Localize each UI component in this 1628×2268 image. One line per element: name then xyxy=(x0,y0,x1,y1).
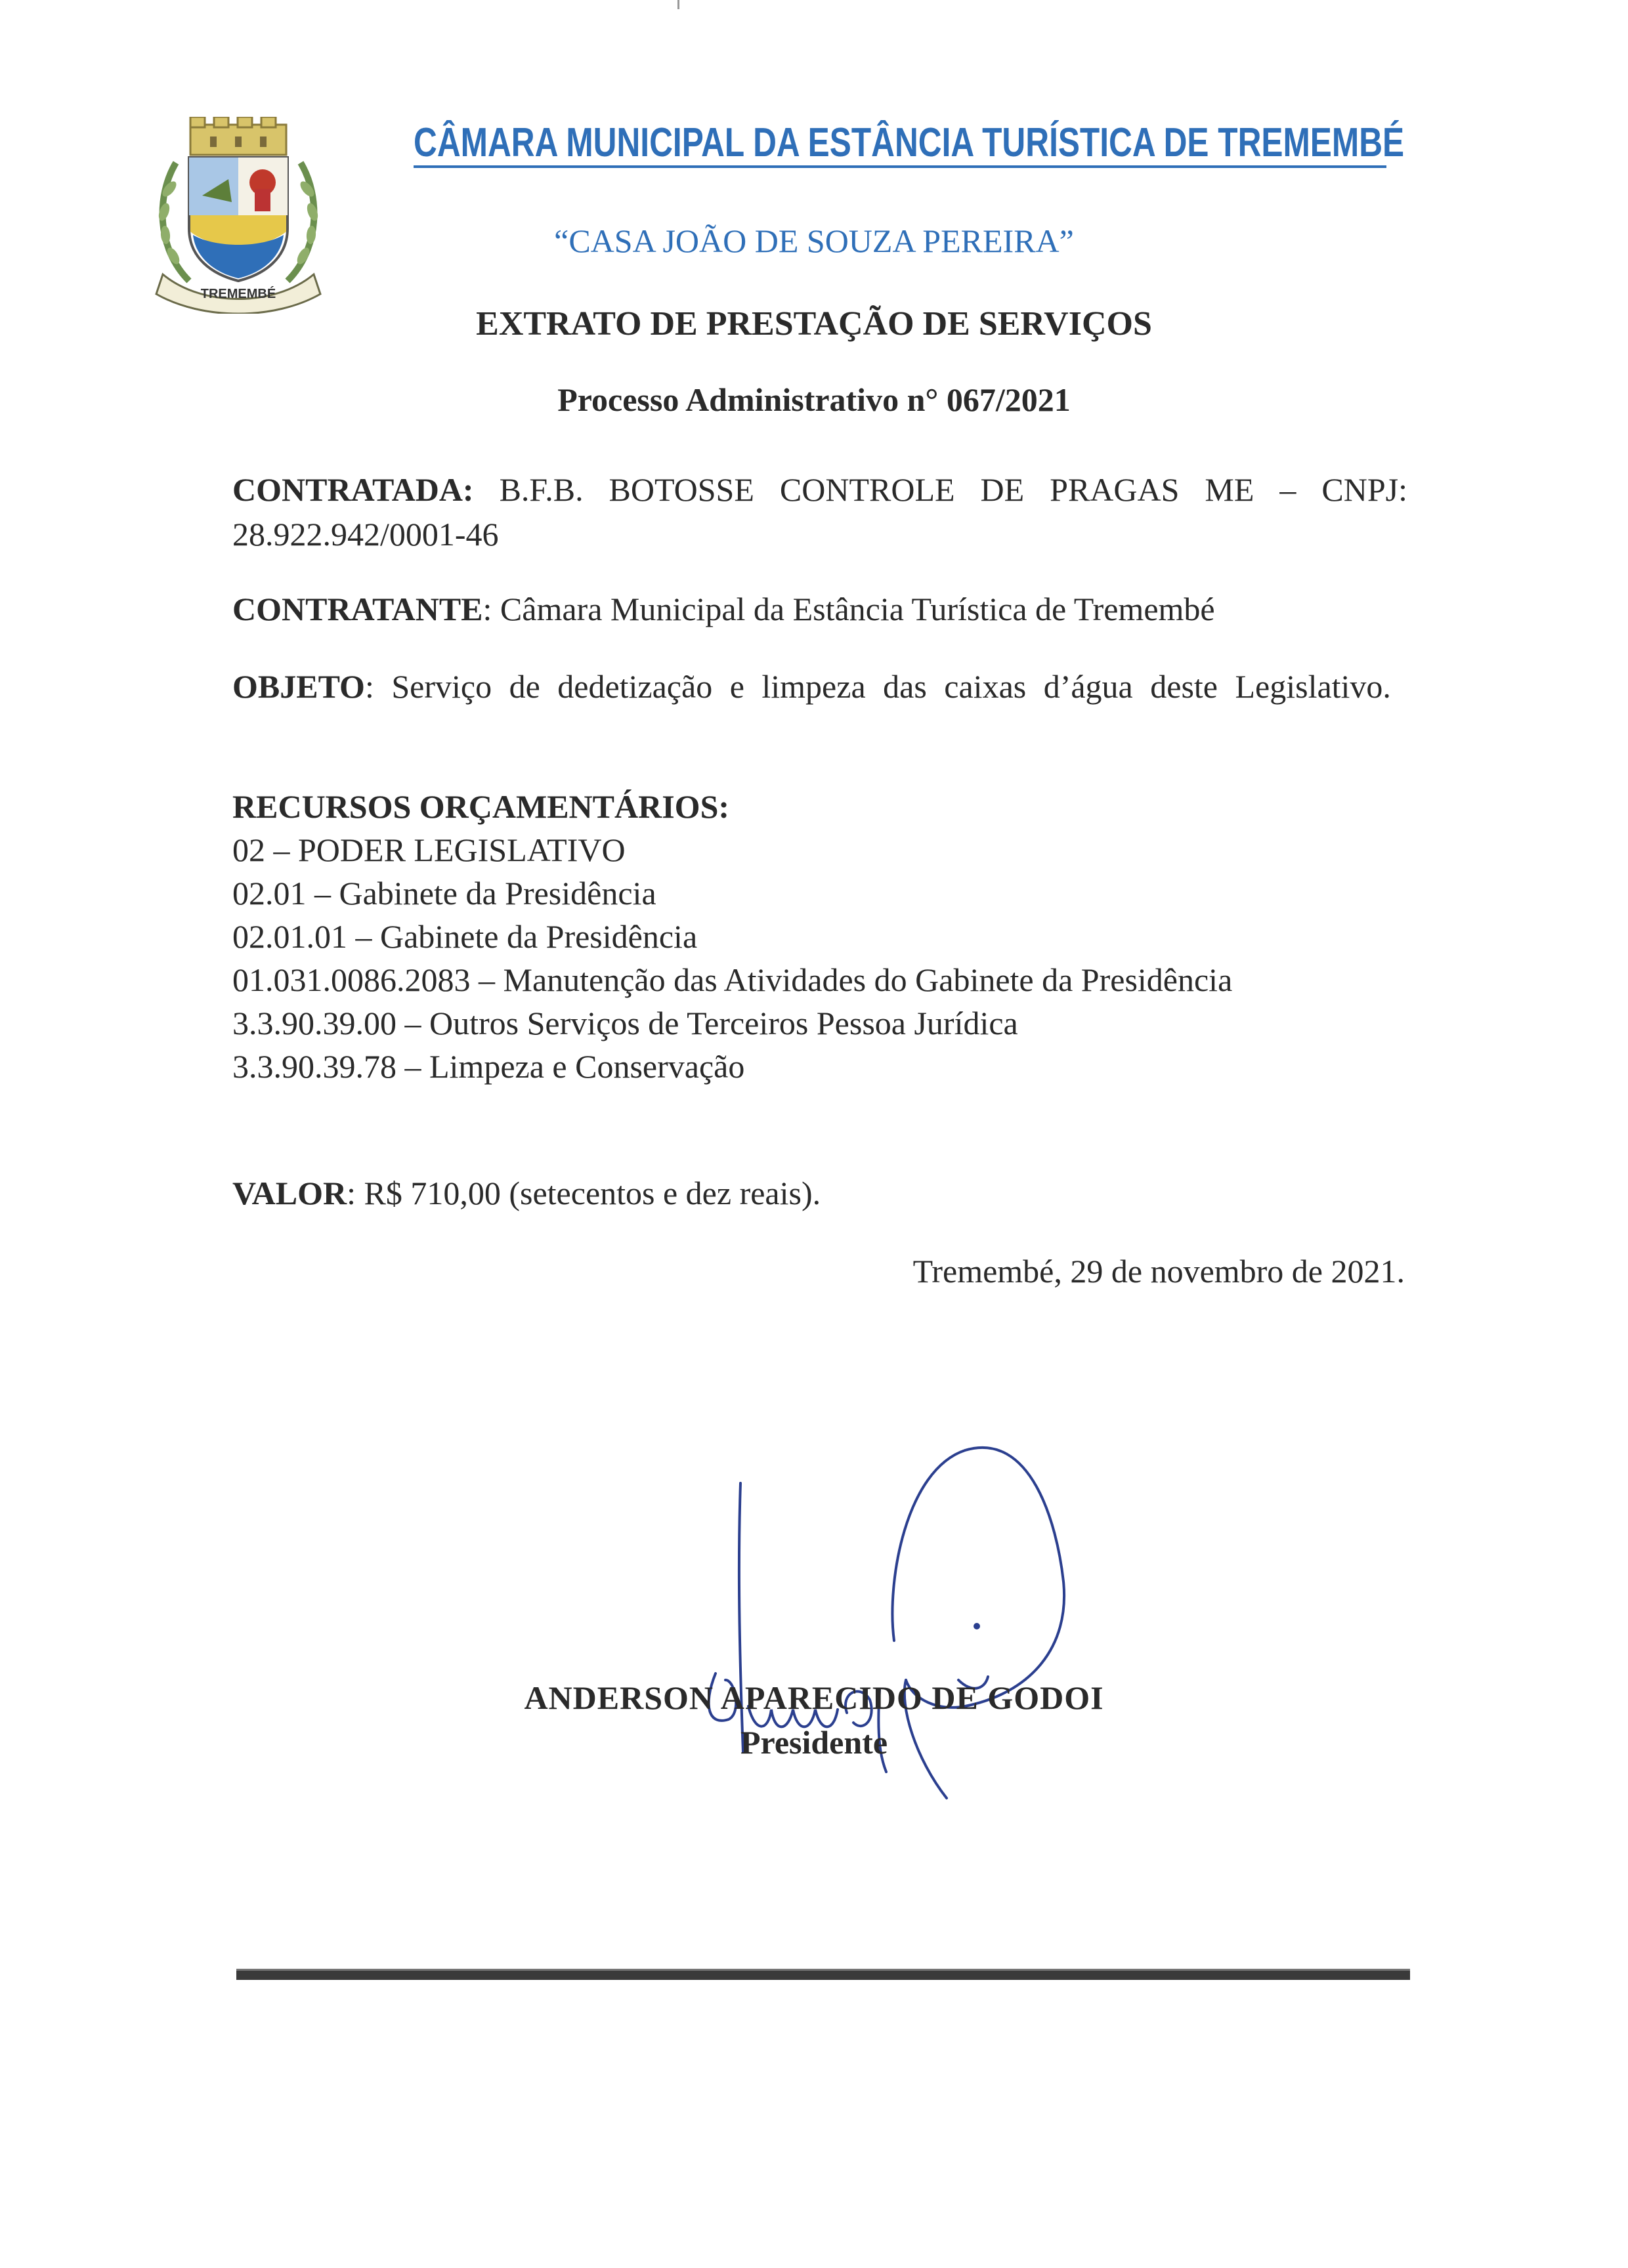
contratada-value: B.F.B. BOTOSSE CONTROLE DE PRAGAS ME – CNPJ: 28.922.942/0001-46 xyxy=(232,471,1407,553)
scan-mark xyxy=(677,0,679,9)
contratante-label: CONTRATANTE xyxy=(232,591,483,627)
recursos-item: 01.031.0086.2083 – Manutenção das Atividades do Gabinete da Presidência xyxy=(232,961,1233,998)
objeto-paragraph xyxy=(232,664,1407,709)
signer-role: Presidente xyxy=(740,1724,888,1761)
footer-rule xyxy=(236,1969,1410,1980)
recursos-item: 3.3.90.39.78 – Limpeza e Conservação xyxy=(232,1048,745,1085)
valor-paragraph xyxy=(232,1171,1407,1215)
valor-value: : R$ 710,00 (setecentos e dez reais). xyxy=(347,1175,821,1211)
objeto-label: OBJETO xyxy=(232,668,365,705)
institution-title: CÂMARA MUNICIPAL DA ESTÂNCIA TURÍSTICA DE TREMEMBÉ xyxy=(414,120,1405,165)
document-title: EXTRATO DE PRESTAÇÃO DE SERVIÇOS xyxy=(476,305,1152,343)
valor-label: VALOR xyxy=(232,1175,347,1211)
institution-subtitle: “CASA JOÃO DE SOUZA PEREIRA” xyxy=(554,222,1074,259)
process-number: Processo Administrativo n° 067/2021 xyxy=(557,381,1071,418)
recursos-item: 02.01 – Gabinete da Presidência xyxy=(232,875,656,912)
municipal-crest-icon xyxy=(150,117,327,314)
recursos-item: 02 – PODER LEGISLATIVO xyxy=(232,831,626,868)
recursos-block xyxy=(232,785,1407,1088)
recursos-item: 02.01.01 – Gabinete da Presidência xyxy=(232,918,698,955)
objeto-value: : Serviço de dedetização e limpeza das caixas d’água deste Legislativo. xyxy=(364,668,1391,705)
recursos-item: 3.3.90.39.00 – Outros Serviços de Terceiros Pessoa Jurídica xyxy=(232,1005,1018,1041)
header-underline xyxy=(414,165,1386,168)
document-date: Tremembé, 29 de novembro de 2021. xyxy=(912,1253,1405,1290)
recursos-label: RECURSOS ORÇAMENTÁRIOS: xyxy=(232,788,730,825)
signer-name: ANDERSON APARECIDO DE GODOI xyxy=(524,1679,1104,1716)
crest-ribbon-text: TREMEMBÉ xyxy=(200,287,276,301)
contratada-paragraph xyxy=(232,467,1407,556)
contratante-value: : Câmara Municipal da Estância Turística de Tremembé xyxy=(482,591,1215,627)
contratante-paragraph xyxy=(232,587,1407,631)
contratada-label: CONTRATADA: xyxy=(232,471,474,508)
